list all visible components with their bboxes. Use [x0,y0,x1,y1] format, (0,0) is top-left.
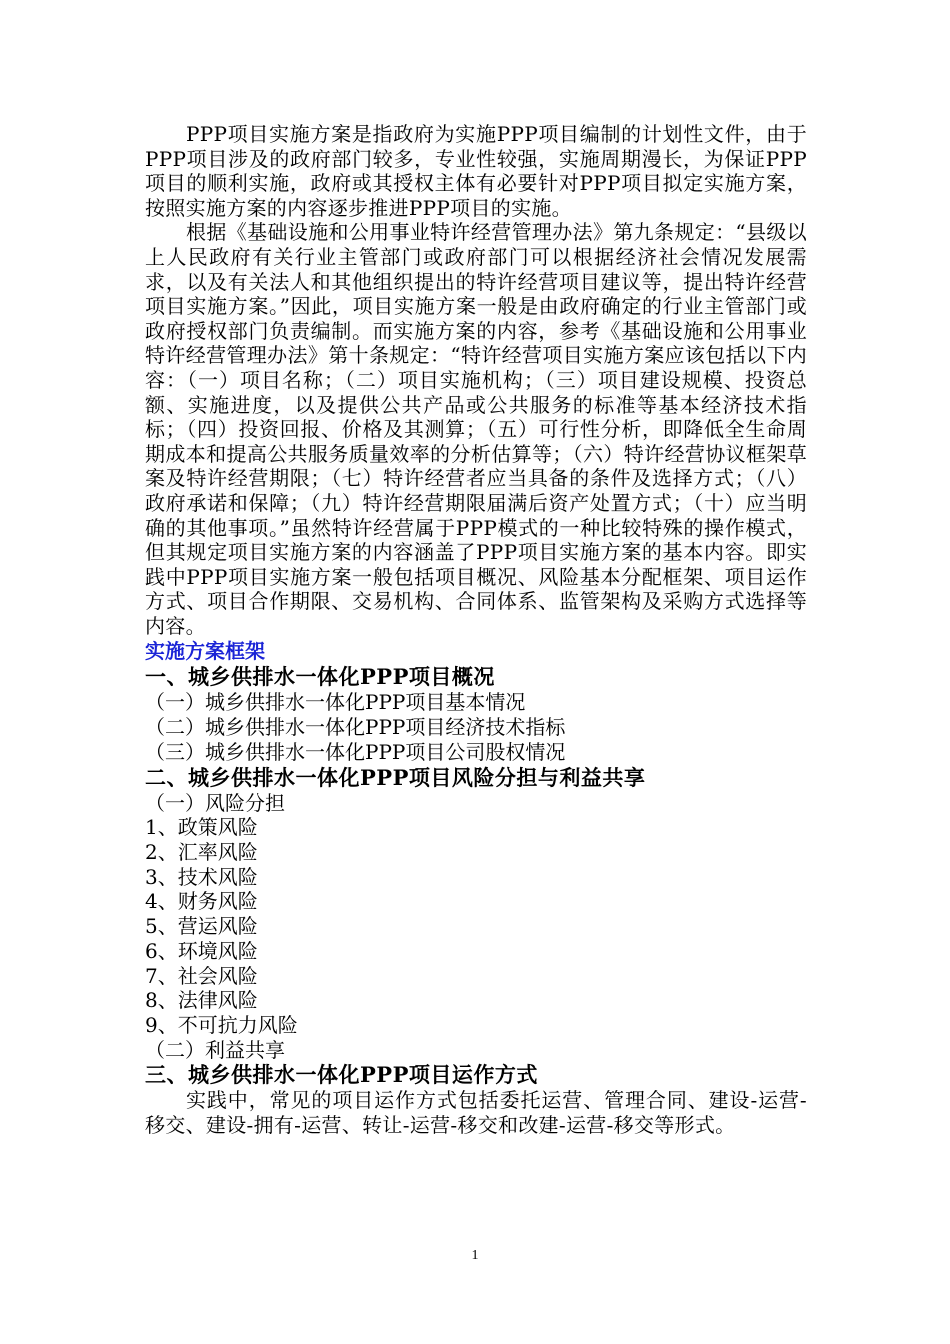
section-1-sub-3: （三）城乡供排水一体化PPP项目公司股权情况 [145,739,566,764]
section-2-heading: 二、城乡供排水一体化PPP项目风险分担与利益共享 [145,764,646,790]
risk-item-4: 4、财务风险 [145,889,258,914]
section-1-sub-1: （一）城乡供排水一体化PPP项目基本情况 [145,690,526,715]
intro-paragraph-2: 根据《基础设施和公用事业特许经营管理办法》第九条规定：“县级以上人民政府有关行业主管部门或政府部门可以根据经济社会情况发展需求，以及有关法人和其他组织提出的特许经营项目建议等，提出特许经营项目实施方案。”因此，项目实施方案一般是由政府确定的行业主管部门或政府授权部门负责编制。而实施方案的内容，参考《基础设施和公用事业特许经营管理办法》第十条规定：“特许经营项目实施方案应该包括以下内容：（一）项目名称；（二）项目实施机构；（三）项目建设规模、投资总额、实施进度，以及提供公共产品或公共服务的标准等基本经济技术指标；（四）投资回报、价格及其测算；（五）可行性分析，即降低全生命周期成本和提高公共服务质量效率的分析估算等；（六）特许经营协议框架草案及特许经营期限；（七）特许经营者应当具备的条件及选择方式；（八）政府承诺和保障；（九）特许经营期限届满后资产处置方式；（十）应当明确的其他事项。”虽然特许经营属于PPP模式的一种比较特殊的操作模式，但其规定项目实施方案的内容涵盖了PPP项目实施方案的基本内容。即实践中PPP项目实施方案一般包括项目概况、风险基本分配框架、项目运作方式、项目合作期限、交易机构、合同体系、监管架构及采购方式选择等内容。 [145,220,807,638]
section-1-heading: 一、城乡供排水一体化PPP项目概况 [145,664,495,690]
risk-item-2: 2、汇率风险 [145,839,258,864]
risk-item-3: 3、技术风险 [145,864,258,889]
section-2-sub-2: （二）利益共享 [145,1037,285,1062]
framework-title: 实施方案框架 [145,639,265,664]
page-number: 1 [471,1248,479,1263]
document-body [145,122,807,1138]
risk-item-1: 1、政策风险 [145,815,258,840]
section-2-sub-1: （一）风险分担 [145,790,285,815]
risk-item-9: 9、不可抗力风险 [145,1012,298,1037]
section-3-paragraph: 实践中，常见的项目运作方式包括委托运营、管理合同、建设-运营-移交、建设-拥有-运营、转让-运营-移交和改建-运营-移交等形式。 [145,1088,807,1137]
risk-item-7: 7、社会风险 [145,963,258,988]
risk-item-5: 5、营运风险 [145,914,258,939]
section-1-sub-2: （二）城乡供排水一体化PPP项目经济技术指标 [145,715,566,740]
risk-item-8: 8、法律风险 [145,988,258,1013]
section-3-heading: 三、城乡供排水一体化PPP项目运作方式 [145,1062,538,1088]
risk-item-6: 6、环境风险 [145,938,258,963]
intro-paragraph-1: PPP项目实施方案是指政府为实施PPP项目编制的计划性文件，由于PPP项目涉及的政府部门较多，专业性较强，实施周期漫长，为保证PPP项目的顺利实施，政府或其授权主体有必要针对PPP项目拟定实施方案，按照实施方案的内容逐步推进PPP项目的实施。 [145,122,807,220]
